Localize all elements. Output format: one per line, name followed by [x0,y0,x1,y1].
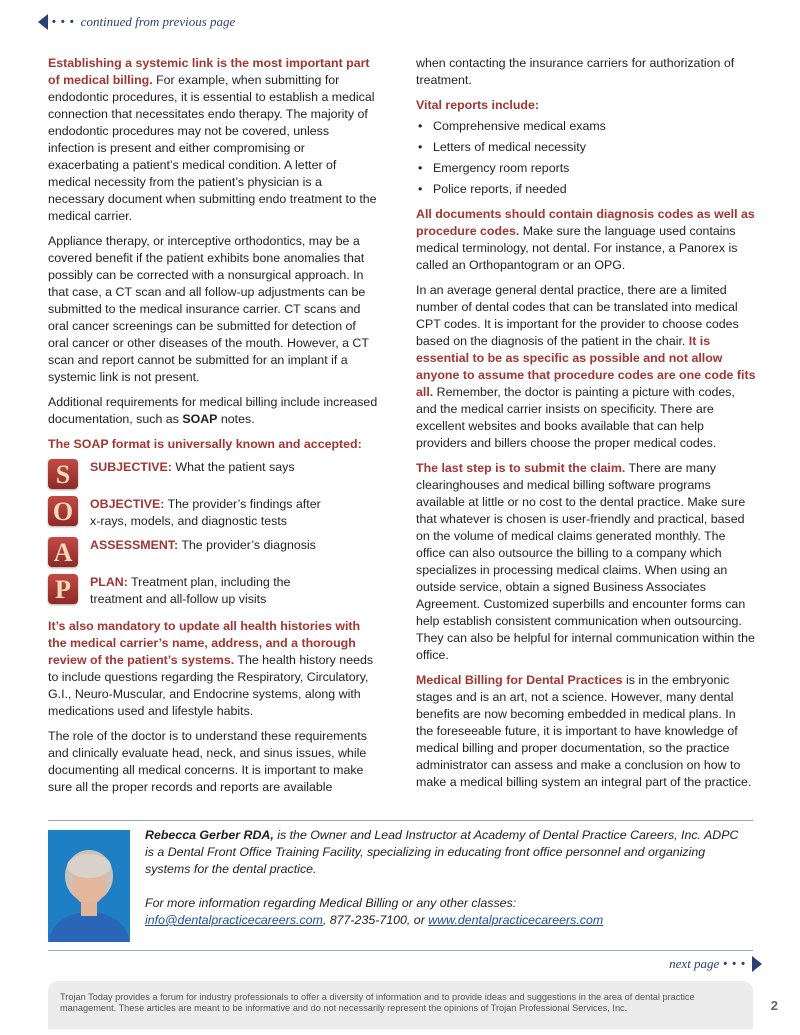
soap-desc: What the patient says [171,460,295,474]
right-column [416,55,756,799]
body-text: Additional requirements for medical billing include increased documentation, such as [48,395,378,426]
next-page-link[interactable] [669,956,762,972]
arrow-right-icon [752,956,762,972]
author-photo [48,830,130,942]
body-text: is in the embryonic stages and is an art, not a science. However, many dental benefits are now becoming embedded in medical plans. In the foreseeable future, it is important to have knowledge of medical billing and proper documentation, so the practice administrator can assess and make a conclusion on how to make a medical billing system an integral part of the practice. [416,673,752,789]
footer [48,981,753,1029]
paragraph: The role of the doctor is to understand these requirements and clinically evaluate head, neck, and sinus issues, while documenting all medical concerns. It is important to make sure all the proper records and reports are available [48,729,367,794]
body-text: notes. [217,412,255,426]
body-text: In an average general dental practice, there are a limited number of dental codes that can be translated into medical CPT codes. It is important for the provider to choose codes based on the diagnosis of the patient in the chair. [416,283,739,348]
divider-top [48,820,753,821]
soap-letter-icon: S [48,459,78,489]
body-text: The health history needs to include questions regarding the Respiratory, Circulatory, G.I., Neuro-Muscular, and Endocrine systems, along with medications used and lifestyle habits. [48,653,374,718]
paragraph: Appliance therapy, or interceptive orthodontics, may be a covered benefit if the patient exhibits bone anomalies that possibly can be corrected with a nonsurgical approach. In that case, a CT scan and all follow-up adjustments can be submitted to the medical insurance carrier. CT scans and oral cancer screenings can be submitted for detection of oral cancer or other diseases of the mouth. However, a CT scan and report cannot be submitted for an implant if a systemic link is not present. [48,234,369,384]
soap-letter-icon: A [48,537,78,567]
soap-desc: The provider’s findings after x-rays, models, and diagnostic tests [90,497,321,528]
bio-paragraph [145,827,745,878]
soap-item [48,574,378,608]
author-portrait-icon [48,830,130,942]
vital-heading: Vital reports include: [416,98,540,112]
next-page-label: next page [669,956,720,971]
vital-list [416,118,756,198]
footer-disclaimer: Trojan Today provides a forum for industry professionals to offer a diversity of information and to provide ideas and suggestions in the area of dental practice management. These articles are meant to be informative and do not necessarily represent the opinions of Trojan Professional Services, Inc. [60,992,695,1013]
dots-icon: • • • [52,16,75,28]
arrow-left-icon [38,14,48,30]
soap-letter-icon: P [48,574,78,604]
contact-intro: For more information regarding Medical Billing or any other classes: [145,896,517,910]
body-text: Make sure the language used contains medical terminology, not dental. For instance, a Panorex is called an Orthopantogram or an OPG. [416,224,738,272]
soap-label: SUBJECTIVE: [90,460,172,474]
soap-desc: The provider’s diagnosis [178,538,316,552]
author-name: Rebecca Gerber RDA, [145,828,274,842]
soap-text [90,537,316,554]
highlight-text: The last step is to submit the claim. [416,461,626,475]
author-bio-text: is the Owner and Lead Instructor at Academy of Dental Practice Careers, Inc. ADPC is a Dental Front Office Training Facility, specializing in educating front office personnel and organizing systems for the dental practice. [145,828,739,876]
highlight-text: All documents should contain diagnosis codes as well as procedure codes. [416,207,755,238]
highlight-text: It is essential to be as specific as possible and not allow anyone to assume that procedure codes are one code fits all. [416,334,756,399]
highlight-text: Medical Billing for Dental Practices [416,673,623,687]
list-item: • Letters of medical necessity [416,139,756,156]
soap-label: OBJECTIVE: [90,497,165,511]
paragraph [416,460,756,664]
left-column [48,55,378,804]
paragraph [48,394,378,428]
paragraph [416,672,756,791]
soap-desc: Treatment plan, including the treatment and all-follow up visits [90,575,291,606]
email-link[interactable]: info@dentalpracticecareers.com [145,913,323,927]
soap-item [48,537,378,567]
soap-label: ASSESSMENT: [90,538,179,552]
website-link[interactable]: www.dentalpracticecareers.com [428,913,604,927]
paragraph [416,206,756,274]
page-number: 2 [770,998,778,1013]
list-item: • Police reports, if needed [416,181,756,198]
soap-text [90,496,330,530]
soap-list [48,459,378,608]
soap-text [90,459,295,476]
list-item: • Emergency room reports [416,160,756,177]
paragraph: when contacting the insurance carriers for authorization of treatment. [416,56,735,87]
highlight-text: It’s also mandatory to update all health histories with the medical carrier’s name, address, and a thorough review of the patient’s systems. [48,619,361,667]
soap-heading: The SOAP format is universally known and accepted: [48,437,362,451]
continued-from-previous[interactable] [38,14,235,30]
continued-label: continued from previous page [80,14,236,29]
divider-bottom [48,950,753,951]
list-item: • Comprehensive medical exams [416,118,756,135]
soap-label: PLAN: [90,575,128,589]
paragraph [48,618,378,720]
soap-text [90,574,300,608]
body-text: For example, when submitting for endodontic procedures, it is essential to establish a medical connection that necessitates endo therapy. The majority of endodontic procedures may not be covered, unless infection is present and either compromising or exacerbating a patient’s medical condition. A letter of medical necessity from the patient’s physician is a necessary document when submitting endo treatment to the medical carrier. [48,73,377,223]
soap-letter-icon: O [48,496,78,526]
soap-item [48,459,378,489]
phone-text: , 877-235-7100, or [322,913,429,927]
bold-text: SOAP [182,412,218,426]
body-text: Remember, the doctor is painting a picture with codes, and the medical carrier insists on specificity. There are excellent websites and books available that can help providers and billers choose the proper medical codes. [416,385,735,450]
soap-item [48,496,378,530]
author-bio [145,827,745,946]
paragraph [48,55,378,225]
paragraph [416,282,756,452]
dots-icon: • • • [723,958,746,970]
body-text: There are many clearinghouses and medical billing software programs available at little or no cost to the dental practice. Make sure that whatever is chosen is user-friendly and practical, based on the volume of medical claims generated monthly. The office can also outsource the billing to a company which specializes in processing medical claims. When using an outside service, obtain a signed Business Associates Agreement. Customized superbills and encounter forms can help establish consistent communication when outsourcing. They can also be helpful for internal communication within the office. [416,461,755,662]
highlight-text: Establishing a systemic link is the most important part of medical billing. [48,56,370,87]
contact-paragraph [145,895,745,929]
